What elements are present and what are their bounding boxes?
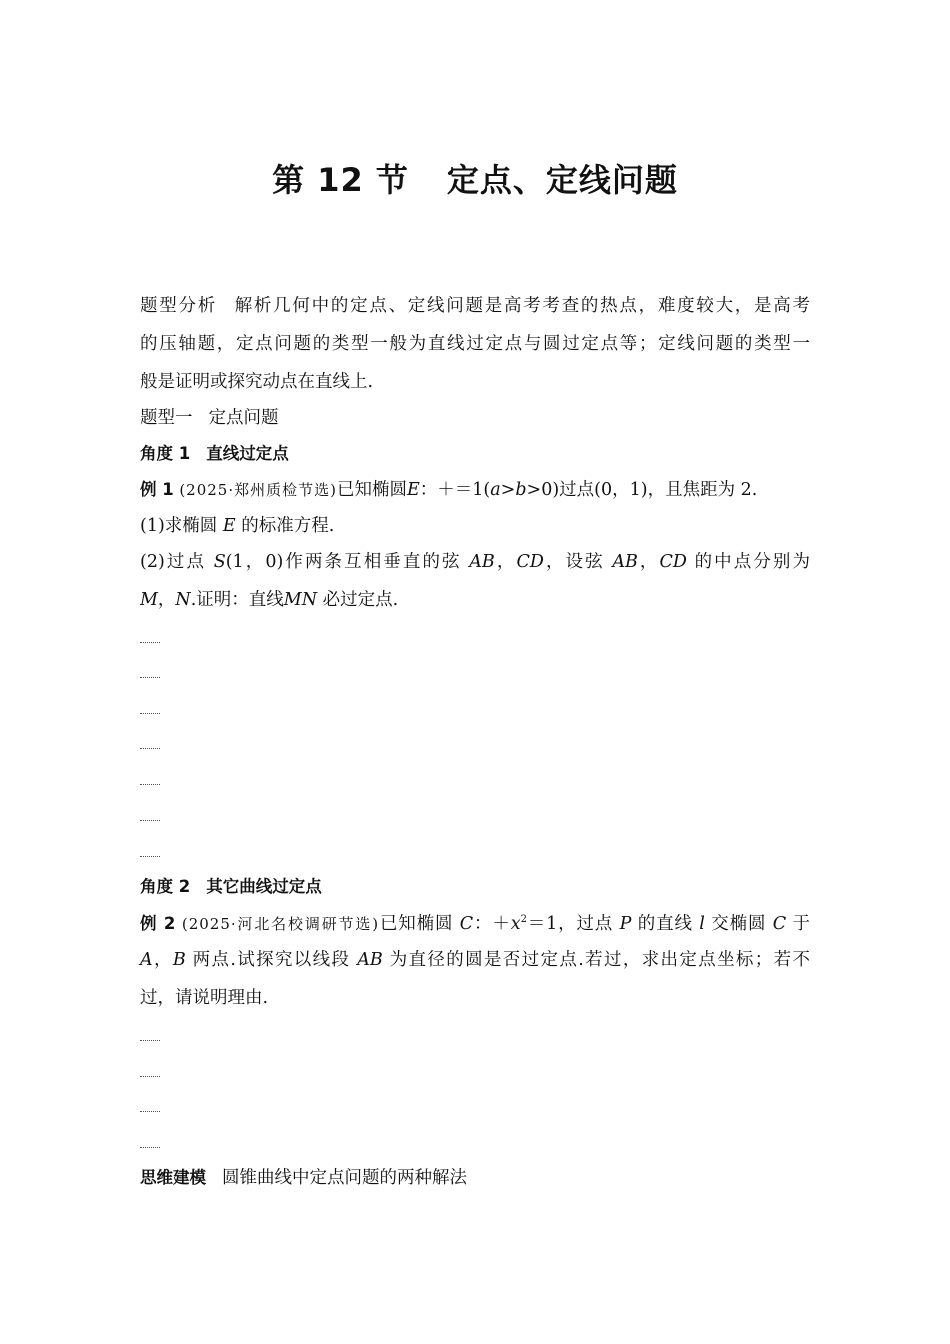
- answer-dotted-line: [140, 713, 160, 714]
- angle1-heading: 角度 1 直线过定点: [140, 444, 289, 463]
- answer-dotted-line: [140, 1076, 160, 1077]
- example2-statement-cont: A，B 两点.试探究以线段 AB 为直径的圆是否过定点.若过，求出定点坐标；若不: [140, 950, 810, 970]
- answer-dotted-line: [140, 1111, 160, 1112]
- example1-question-2-cont: M，N.证明：直线MN 必过定点.: [140, 590, 399, 610]
- page-title: [0, 155, 950, 201]
- analysis-line-1: 题型分析 解析几何中的定点、定线问题是高考考查的热点，难度较大，是高考: [140, 296, 811, 316]
- answer-dotted-line: [140, 677, 160, 678]
- thinking-model-label: 思维建模: [140, 1168, 206, 1187]
- thinking-model: 思维建模 圆锥曲线中定点问题的两种解法: [140, 1168, 467, 1188]
- example2-statement-end: 过，请说明理由.: [140, 988, 269, 1008]
- example1-question-2: (2)过点 S(1，0)作两条互相垂直的弦 AB，CD，设弦 AB，CD 的中点分别为: [140, 552, 811, 572]
- example2-statement: 例 2 (2025·河北名校调研节选)已知椭圆 C：$+x^2=1$，过点 P 的直线 l 交椭圆 C 于: [140, 914, 811, 934]
- section-number: 第 12 节: [272, 161, 409, 199]
- example2-label: 例 2: [140, 914, 176, 933]
- answer-dotted-line: [140, 1147, 160, 1148]
- example1-statement: 例 1 (2025·郑州质检节选)已知椭圆E：＋＝1(a>b>0)过点(0，1)，且焦距为 2.: [140, 480, 758, 500]
- analysis-line-3: 般是证明或探究动点在直线上.: [140, 372, 374, 392]
- angle2-heading: 角度 2 其它曲线过定点: [140, 877, 322, 896]
- type1-heading: 题型一 定点问题: [140, 408, 279, 428]
- answer-dotted-line: [140, 856, 160, 857]
- example1-question-1: (1)求椭圆 E 的标准方程.: [140, 516, 335, 536]
- example1-label: 例 1: [140, 480, 174, 499]
- analysis-line-2: 的压轴题，定点问题的类型一般为直线过定点与圆过定点等；定线问题的类型一: [140, 334, 810, 354]
- analysis-label: 题型分析: [140, 296, 217, 316]
- answer-dotted-line: [140, 1040, 160, 1041]
- answer-dotted-line: [140, 642, 160, 643]
- answer-dotted-line: [140, 784, 160, 785]
- section-topic: 定点、定线问题: [446, 161, 678, 199]
- answer-dotted-line: [140, 748, 160, 749]
- answer-dotted-line: [140, 820, 160, 821]
